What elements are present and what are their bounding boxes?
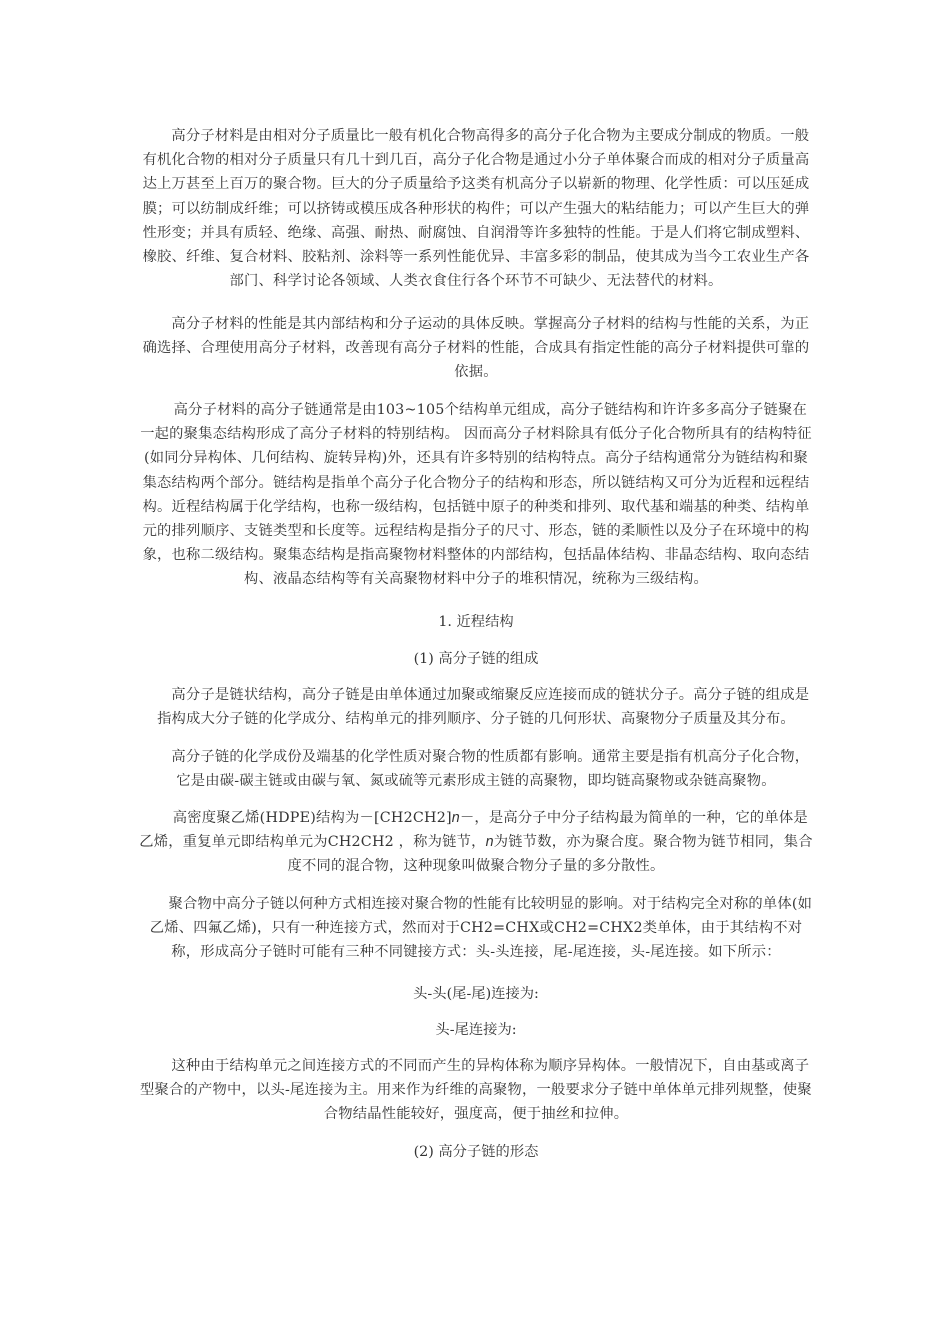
paragraph-hdpe-text-c: 为链节数，亦为聚合度。聚合物为链节相同，集合度不同的混合物，这种现象叫做聚合物分子量的多分散性。 — [287, 834, 813, 875]
subsection-heading-composition: (1) 高分子链的组成 — [413, 651, 539, 667]
paragraph-linkage-text: 聚合物中高分子链以何种方式相连接对聚合物的性能有比较明显的影响。对于结构完全对称的单体(如乙烯、四氟乙烯)，只有一种连接方式，然而对于CH2=CHX或CH2=CHX2类单体，由于其结构不对称，形成高分子链时可能有三种不同键接方式：头-头连接，尾-尾连接，头-尾连接。如下所示： — [149, 896, 813, 961]
degree-symbol-n: n — [451, 810, 460, 826]
paragraph-hdpe — [138, 806, 814, 879]
paragraph-intro — [138, 124, 814, 293]
caption-head-tail: 头-尾连接为: — [435, 1022, 517, 1038]
paragraph-hdpe-text-a: 高密度聚乙烯(HDPE)结构为－[CH2CH2] — [172, 810, 452, 826]
paragraph-chemical-composition — [138, 745, 814, 793]
paragraph-sequence-isomer — [138, 1054, 814, 1127]
paragraph-structure-performance — [138, 312, 814, 385]
paragraph-chain-structure — [138, 398, 814, 592]
paragraph-intro-text: 高分子材料是由相对分子质量比一般有机化合物高得多的高分子化合物为主要成分制成的物质。一般有机化合物的相对分子质量只有几十到几百，高分子化合物是通过小分子单体聚合而成的相对分子质量高达上万甚至上百万的聚合物。巨大的分子质量给予这类有机高分子以崭新的物理、化学性质：可以压延成膜；可以纺制成纤维；可以挤铸或模压成各种形状的构件；可以产生强大的粘结能力；可以产生巨大的弹性形变；并具有质轻、绝缘、高强、耐热、耐腐蚀、自润滑等许多独特的性能。于是人们将它制成塑料、橡胶、纤维、复合材料、胶粘剂、涂料等一系列性能优异、丰富多彩的制品，使其成为当今工农业生产各部门、科学讨论各领域、人类衣食住行各个环节不可缺少、无法替代的材料。 — [142, 128, 810, 290]
paragraph-linkage — [138, 892, 814, 965]
subsection-heading-morphology: (2) 高分子链的形态 — [413, 1144, 539, 1160]
paragraph-hdpe-text-b: －，是高分子中分子结构最为简单的一种，它的单体是乙烯，重复单元即结构单元为CH2CH2 ，称为链节， — [139, 810, 808, 851]
section-heading-short-range: 1. 近程结构 — [438, 614, 514, 630]
degree-symbol-n: n — [485, 834, 494, 851]
paragraph-sequence-isomer-text: 这种由于结构单元之间连接方式的不同而产生的异构体称为顺序异构体。一般情况下，自由基或离子型聚合的产物中，以头-尾连接为主。用来作为纤维的高聚物，一般要求分子链中单体单元排列规整，使聚合物结晶性能较好，强度高，便于抽丝和拉伸。 — [140, 1058, 812, 1123]
paragraph-structure-performance-text: 高分子材料的性能是其内部结构和分子运动的具体反映。掌握高分子材料的结构与性能的关系，为正确选择、合理使用高分子材料，改善现有高分子材料的性能，合成具有指定性能的高分子材料提供可靠的依据。 — [142, 316, 810, 381]
paragraph-chain-composition-text: 高分子是链状结构，高分子链是由单体通过加聚或缩聚反应连接而成的链状分子。高分子链的组成是指构成大分子链的化学成分、结构单元的排列顺序、分子链的几何形状、高聚物分子质量及其分布。 — [157, 687, 810, 728]
paragraph-chemical-composition-text: 高分子链的化学成份及端基的化学性质对聚合物的性质都有影响。通常主要是指有机高分子化合物，它是由碳-碳主链或由碳与氧、氮或硫等元素形成主链的高聚物，即均链高聚物或杂链高聚物。 — [171, 749, 810, 790]
paragraph-chain-structure-text: 高分子材料的高分子链通常是由103~105个结构单元组成，高分子链结构和许许多多高分子链聚在一起的聚集态结构形成了高分子材料的特别结构。 因而高分子材料除具有低分子化合物所具有的结构特征(如同分异构体、几何结构、旋转异构)外，还具有许多特别的结构特点。高分子结构通常分为链结构和聚集态结构两个部分。链结构是指单个高分子化合物分子的结构和形态，所以链结构又可分为近程和远程结构。近程结构属于化学结构，也称一级结构，包括链中原子的种类和排列、取代基和端基的种类、结构单元的排列顺序、支链类型和长度等。远程结构是指分子的尺寸、形态，链的柔顺性以及分子在环境中的构象，也称二级结构。聚集态结构是指高聚物材料整体的内部结构，包括晶体结构、非晶态结构、取向态结构、液晶态结构等有关高聚物材料中分子的堆积情况，统称为三级结构。 — [140, 402, 812, 588]
paragraph-chain-composition — [138, 683, 814, 731]
caption-head-head: 头-头(尾-尾)连接为: — [413, 986, 539, 1002]
